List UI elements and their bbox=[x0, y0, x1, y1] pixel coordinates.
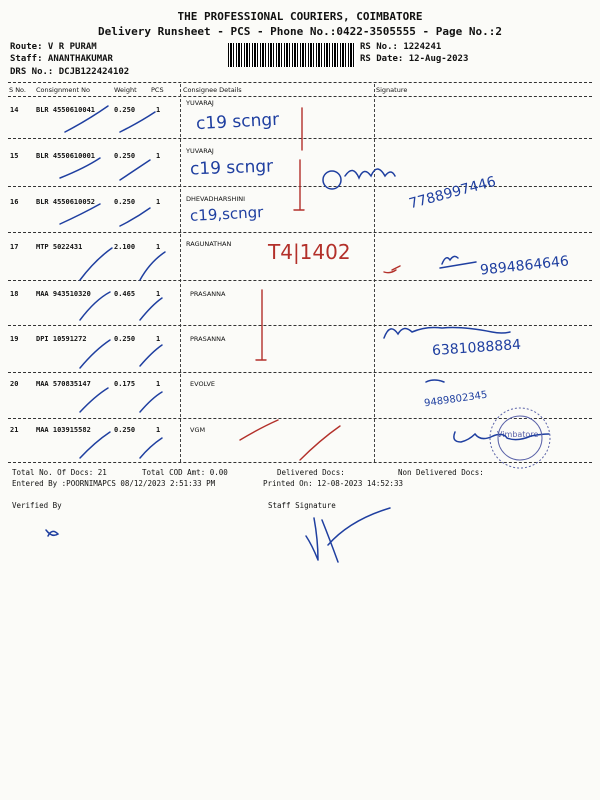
verified-by-label: Verified By bbox=[12, 501, 62, 510]
handwritten-phone: 7788997446 bbox=[407, 173, 498, 213]
company-title: THE PROFESSIONAL COURIERS, COIMBATORE bbox=[177, 10, 423, 23]
row-consignment: BLR 4550610001 bbox=[36, 152, 96, 160]
row-consignment: MAA 943510320 bbox=[36, 290, 91, 298]
rs-number: RS No.: 1224241 bbox=[360, 42, 442, 52]
row-consignment: MAA 103915582 bbox=[36, 426, 91, 434]
row-separator bbox=[8, 372, 592, 373]
handwritten-address: c19 scngr bbox=[189, 156, 274, 180]
row-sno: 18 bbox=[10, 290, 19, 298]
row-consignee: YUVARAJ bbox=[186, 147, 214, 155]
row-sno: 21 bbox=[10, 426, 19, 434]
row-sno: 16 bbox=[10, 198, 19, 206]
col-consignment: Consignment No bbox=[36, 86, 90, 94]
row-weight: 2.100 bbox=[114, 243, 136, 251]
drs-number: DRS No.: DCJB122424102 bbox=[10, 67, 130, 77]
row-weight: 0.250 bbox=[114, 426, 136, 434]
handwritten-phone: 6381088884 bbox=[431, 336, 522, 360]
handwritten-address: c19 scngr bbox=[195, 109, 280, 135]
handwritten-door-number: T4|1402 bbox=[268, 240, 351, 264]
row-consignee: PRASANNA bbox=[190, 335, 226, 343]
header-rule-bottom bbox=[8, 96, 592, 97]
row-pcs: 1 bbox=[156, 335, 161, 343]
row-sno: 14 bbox=[10, 106, 19, 114]
row-separator bbox=[8, 186, 592, 187]
handwritten-address: c19,scngr bbox=[189, 203, 264, 225]
row-consignment: DPI 10591272 bbox=[36, 335, 87, 343]
row-pcs: 1 bbox=[156, 380, 161, 388]
table-bottom-rule bbox=[8, 462, 592, 463]
row-weight: 0.250 bbox=[114, 335, 136, 343]
stamp-text: Vimbatore bbox=[497, 430, 539, 439]
row-separator bbox=[8, 418, 592, 419]
row-consignee: EVOLVE bbox=[190, 380, 216, 388]
row-pcs: 1 bbox=[156, 106, 161, 114]
col-consignee: Consignee Details bbox=[183, 86, 242, 94]
header-rule-top bbox=[8, 82, 592, 83]
rs-date: RS Date: 12-Aug-2023 bbox=[360, 54, 469, 64]
col-separator-consignee bbox=[180, 84, 181, 462]
handwritten-phone: 9489802345 bbox=[423, 389, 489, 410]
row-pcs: 1 bbox=[156, 243, 161, 251]
row-sno: 17 bbox=[10, 243, 19, 251]
handwritten-phone: 9894864646 bbox=[479, 253, 570, 279]
row-consignee: PRASANNA bbox=[190, 290, 226, 298]
total-docs: Total No. Of Docs: 21 bbox=[12, 468, 107, 477]
delivered-docs: Delivered Docs: bbox=[277, 468, 345, 477]
printed-on: Printed On: 12-08-2023 14:52:33 bbox=[263, 479, 403, 488]
staff-label: Staff: ANANTHAKUMAR bbox=[10, 54, 113, 64]
col-sno: S No. bbox=[9, 86, 26, 94]
row-separator bbox=[8, 280, 592, 281]
row-weight: 0.250 bbox=[114, 106, 136, 114]
row-consignee: YUVARAJ bbox=[186, 99, 214, 107]
row-sno: 20 bbox=[10, 380, 19, 388]
row-weight: 0.250 bbox=[114, 152, 136, 160]
row-consignee: DHEVADHARSHINI bbox=[186, 195, 246, 203]
row-separator bbox=[8, 138, 592, 139]
col-signature: Signature bbox=[376, 86, 408, 94]
row-consignee: VGM bbox=[190, 426, 206, 434]
row-consignment: BLR 4550610041 bbox=[36, 106, 96, 114]
row-consignment: BLR 4550610052 bbox=[36, 198, 96, 206]
row-separator bbox=[8, 325, 592, 326]
row-sno: 15 bbox=[10, 152, 19, 160]
row-pcs: 1 bbox=[156, 426, 161, 434]
runsheet-subtitle: Delivery Runsheet - PCS - Phone No.:0422-3505555 - Page No.:2 bbox=[98, 25, 502, 38]
row-pcs: 1 bbox=[156, 152, 161, 160]
row-weight: 0.250 bbox=[114, 198, 136, 206]
row-pcs: 1 bbox=[156, 290, 161, 298]
col-weight: Weight bbox=[114, 86, 137, 94]
row-sno: 19 bbox=[10, 335, 19, 343]
col-pcs: PCS bbox=[151, 86, 164, 94]
entered-by: Entered By :POORNIMAPCS 08/12/2023 2:51:33 PM bbox=[12, 479, 216, 488]
total-cod: Total COD Amt: 0.00 bbox=[142, 468, 228, 477]
row-weight: 0.465 bbox=[114, 290, 136, 298]
route-label: Route: V R PURAM bbox=[10, 42, 97, 52]
non-delivered-docs: Non Delivered Docs: bbox=[398, 468, 484, 477]
row-pcs: 1 bbox=[156, 198, 161, 206]
row-consignee: RAGUNATHAN bbox=[186, 240, 232, 248]
barcode bbox=[228, 43, 356, 67]
row-weight: 0.175 bbox=[114, 380, 136, 388]
row-consignment: MTP 5022431 bbox=[36, 243, 83, 251]
row-consignment: MAA 570835147 bbox=[36, 380, 91, 388]
staff-signature-label: Staff Signature bbox=[268, 501, 336, 510]
row-separator bbox=[8, 232, 592, 233]
col-separator-signature bbox=[374, 84, 375, 462]
